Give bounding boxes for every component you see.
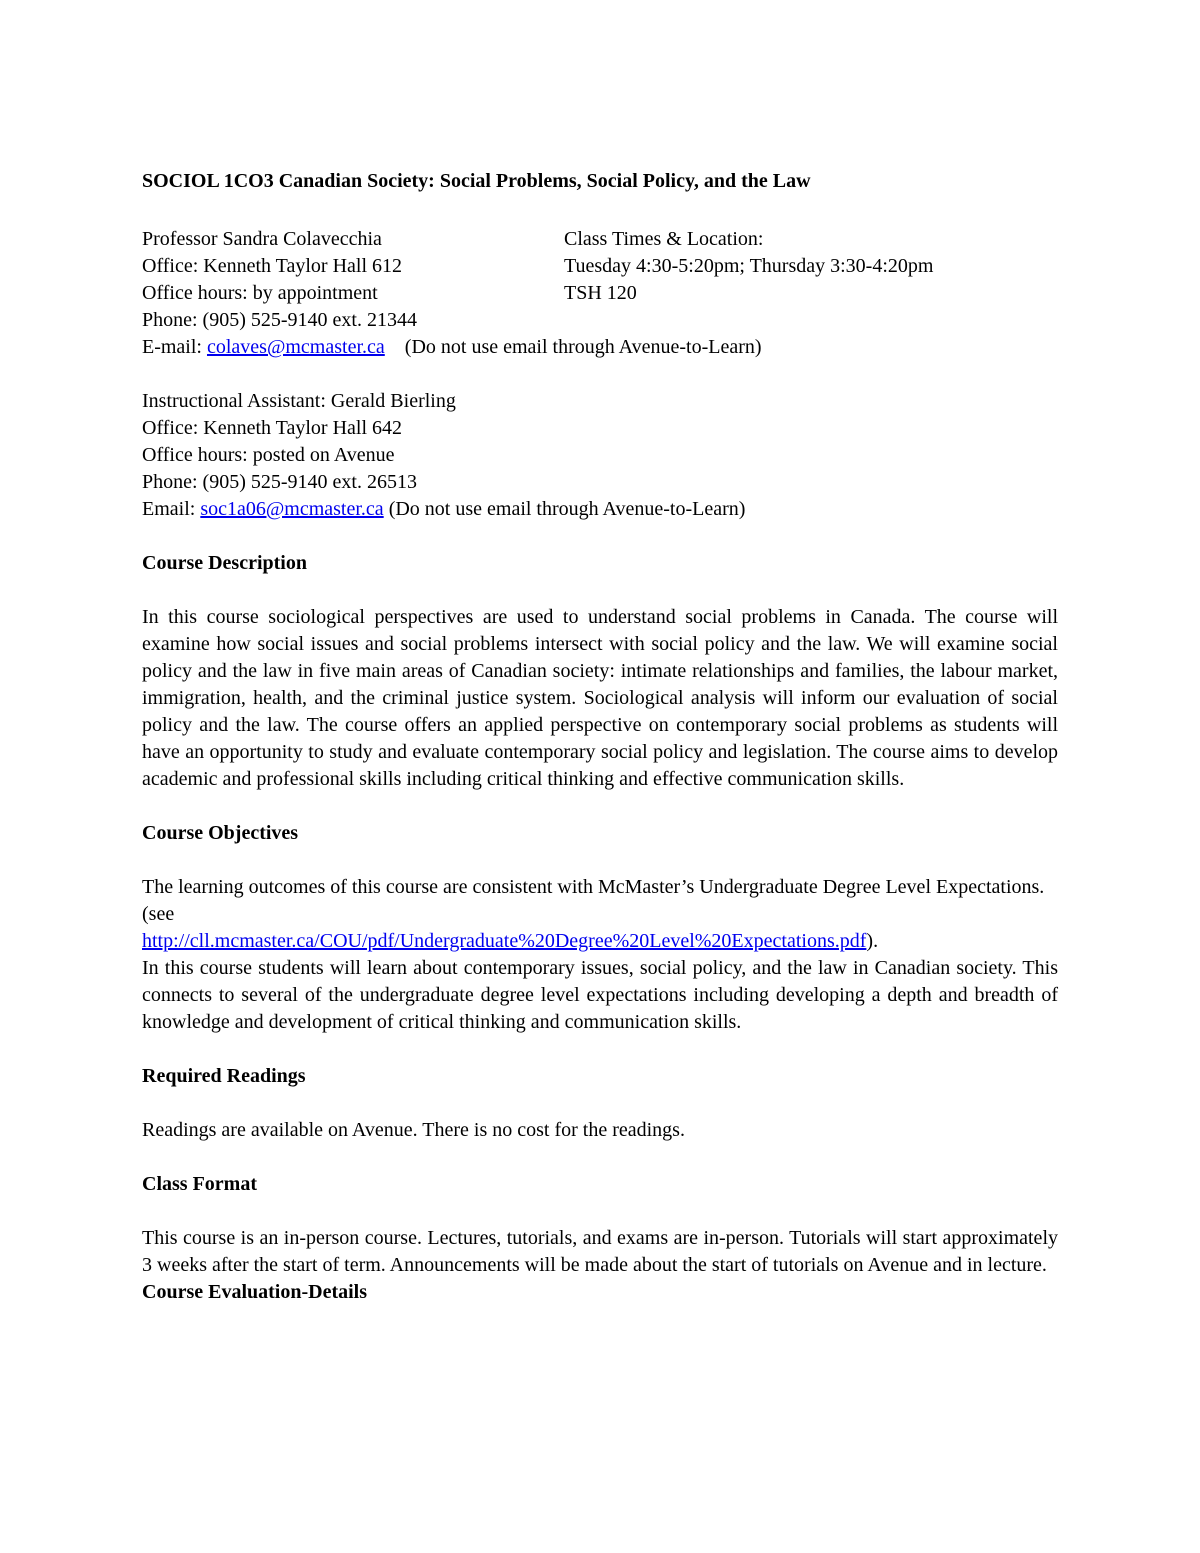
header-row-3 bbox=[142, 280, 1058, 307]
spacer bbox=[142, 577, 1058, 604]
spacer bbox=[142, 196, 1058, 226]
professor-email-line bbox=[142, 334, 1058, 361]
spacer bbox=[142, 1144, 1058, 1171]
professor-hours: Office hours: by appointment bbox=[142, 282, 378, 304]
assistant-phone: Phone: (905) 525-9140 ext. 26513 bbox=[142, 471, 417, 493]
required-readings-body: Readings are available on Avenue. There is no cost for the readings. bbox=[142, 1119, 685, 1141]
spacer bbox=[142, 523, 1058, 550]
spacer bbox=[142, 1198, 1058, 1225]
header-row-2 bbox=[142, 253, 1058, 280]
spacer bbox=[142, 847, 1058, 874]
assistant-name: Instructional Assistant: Gerald Bierling bbox=[142, 390, 456, 412]
course-description-heading: Course Description bbox=[142, 552, 307, 574]
course-objectives-heading: Course Objectives bbox=[142, 822, 299, 844]
required-readings-heading: Required Readings bbox=[142, 1065, 306, 1087]
professor-email-link[interactable]: colaves@mcmaster.ca bbox=[206, 336, 385, 358]
assistant-office: Office: Kenneth Taylor Hall 642 bbox=[142, 417, 403, 439]
header-row-1 bbox=[142, 226, 1058, 253]
spacer bbox=[142, 361, 1058, 388]
assistant-email-link[interactable]: soc1a06@mcmaster.ca bbox=[200, 498, 384, 520]
course-objectives-intro: The learning outcomes of this course are consistent with McMaster’s Undergraduate Degree Level Expectations. (see bbox=[142, 876, 1045, 925]
professor-phone: Phone: (905) 525-9140 ext. 21344 bbox=[142, 309, 417, 331]
spacer bbox=[142, 1036, 1058, 1063]
syllabus-page bbox=[142, 166, 1058, 1306]
course-title: SOCIOL 1CO3 Canadian Society: Social Problems, Social Policy, and the Law bbox=[142, 170, 811, 192]
course-evaluation-heading: Course Evaluation-Details bbox=[142, 1281, 367, 1303]
professor-name: Professor Sandra Colavecchia bbox=[142, 228, 382, 250]
class-times: Tuesday 4:30-5:20pm; Thursday 3:30-4:20pm bbox=[564, 255, 934, 277]
expectations-link[interactable]: http://cll.mcmaster.ca/COU/pdf/Undergraduate%20Degree%20Level%20Expectations.pdf bbox=[142, 930, 867, 952]
course-description-body: In this course sociological perspectives are used to understand social problems in Canada. The course will examine how social issues and social problems intersect with social policy and the law. We will examine social policy and the law in five main areas of Canadian society: intimate relationships and families, the labour market, immigration, health, and the criminal justice system. Sociological analysis will inform our evaluation of social policy and the law. The course offers an applied perspective on contemporary social problems as students will have an opportunity to study and evaluate contemporary social policy and legislation. The course aims to develop academic and professional skills including critical thinking and effective communication skills. bbox=[142, 606, 1058, 790]
class-location: TSH 120 bbox=[564, 282, 637, 304]
assistant-email-note: (Do not use email through Avenue-to-Learn) bbox=[383, 498, 746, 520]
assistant-hours: Office hours: posted on Avenue bbox=[142, 444, 395, 466]
professor-email-label: E-mail: bbox=[142, 336, 207, 358]
professor-email-note: (Do not use email through Avenue-to-Learn) bbox=[404, 336, 762, 358]
assistant-email-line bbox=[142, 496, 1058, 523]
professor-office: Office: Kenneth Taylor Hall 612 bbox=[142, 255, 403, 277]
class-format-heading: Class Format bbox=[142, 1173, 257, 1195]
class-times-label: Class Times & Location: bbox=[564, 228, 764, 250]
assistant-email-label: Email: bbox=[142, 498, 201, 520]
spacer bbox=[142, 1090, 1058, 1117]
spacer bbox=[142, 793, 1058, 820]
expectations-link-suffix: ). bbox=[866, 930, 879, 952]
course-objectives-link-line bbox=[142, 928, 1058, 955]
class-format-body: This course is an in-person course. Lectures, tutorials, and exams are in-person. Tutorials will start approximately 3 weeks after the start of term. Announcements will be made about the start of tutorials on Avenue and in lecture. bbox=[142, 1227, 1058, 1276]
course-objectives-body: In this course students will learn about contemporary issues, social policy, and the law in Canadian society. This connects to several of the undergraduate degree level expectations including developing a depth and breadth of knowledge and development of critical thinking and communication skills. bbox=[142, 957, 1058, 1033]
